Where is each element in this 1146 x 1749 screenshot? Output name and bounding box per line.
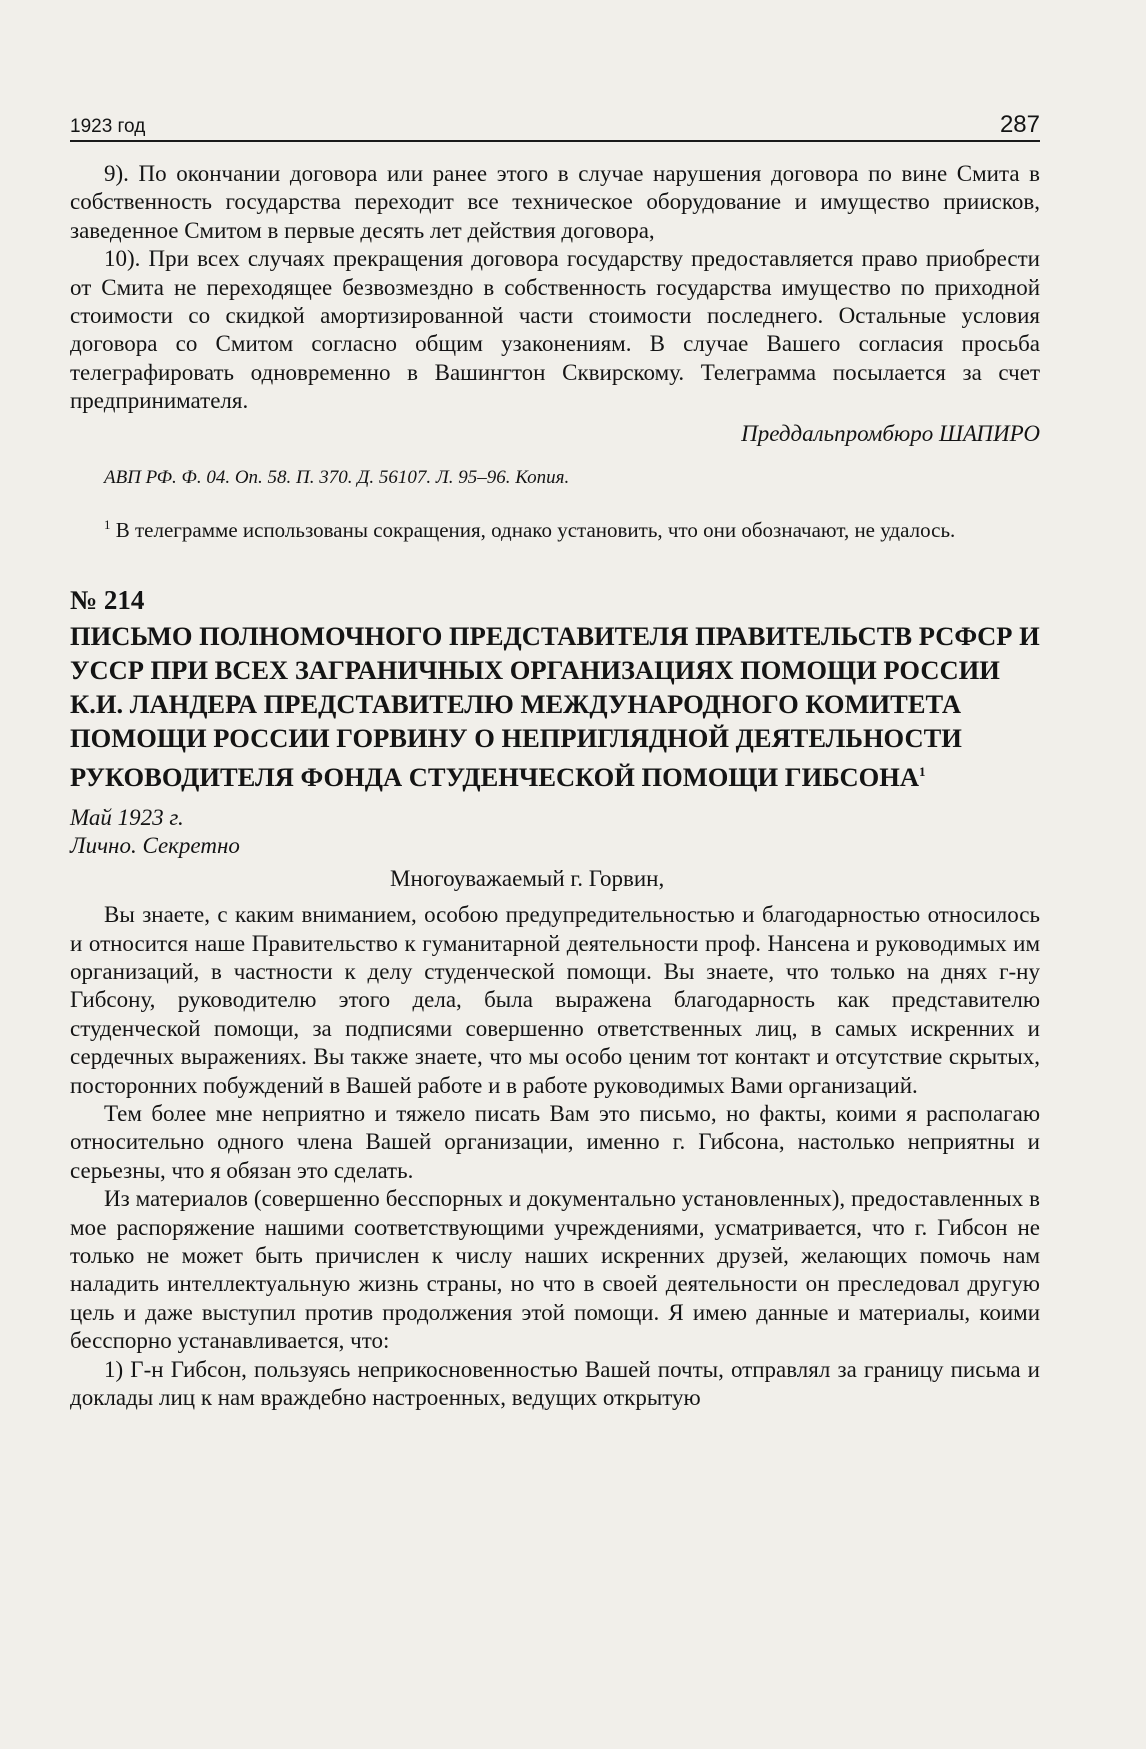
paragraph-10: 10). При всех случаях прекращения договора государству предоставляется право приобрести от Смита не переходящее безвозмездно в собственность государства имущество по приходной стоимости со скидкой амортизированной части стоимости последнего. Остальные условия договора со Смитом согласно общим узаконениям. В случае Вашего согласия просьба телеграфировать одновременно в Вашингтон Сквирскому. Телеграмма посылается за счет предпринимателя. — [70, 246, 1040, 414]
signature: Преддальпромбюро ШАПИРО — [741, 420, 1040, 446]
footnote — [70, 512, 1040, 543]
page-header — [70, 112, 1040, 142]
body-paragraph: 1) Г-н Гибсон, пользуясь неприкосновенностью Вашей почты, отправлял за границу письма и доклады лиц к нам враждебно настроенных, ведущих открытую — [70, 1356, 1040, 1411]
body-paragraph: Из материалов (совершенно бесспорных и документально установленных), предоставленных в мое распоряжение нашими соответствующими учреждениями, усматривается, что г. Гибсон не только не может быть причислен к числу наших искренних друзей, желающих помочь нам наладить интеллектуальную жизнь страны, но что в своей деятельности он преследовал другую цель и даже выступил против продолжения этой помощи. Я имею данные и материалы, коими бесспорно устанавливается, что: — [70, 1186, 1040, 1354]
document-title — [70, 619, 1040, 794]
paragraph-9: 9). По окончании договора или ранее этого в случае нарушения договора по вине Смита в собственность государства переходит все техническое оборудование и имущество приисков, заведенное Смитом в первые десять лет действия договора, — [70, 161, 1040, 243]
footnote-mark: 1 — [104, 517, 111, 533]
document-date: Май 1923 г. — [70, 804, 184, 830]
classification: Лично. Секретно — [70, 833, 240, 859]
body-paragraph: Тем более мне неприятно и тяжело писать Вам это письмо, но факты, коими я располагаю относительно одного члена Вашей организации, именно г. Гибсона, настолько неприятны и серьезны, что я обязан это сделать. — [70, 1100, 1040, 1183]
title-footnote-mark: 1 — [919, 764, 926, 780]
page-content — [70, 160, 1040, 1412]
page-number: 287 — [999, 111, 1040, 138]
salutation: Многоуважаемый г. Горвин, — [390, 865, 665, 891]
document-title-text: ПИСЬМО ПОЛНОМОЧНОГО ПРЕДСТАВИТЕЛЯ ПРАВИТЕЛЬСТВ РСФСР И УССР ПРИ ВСЕХ ЗАГРАНИЧНЫХ ОРГАНИЗАЦИЯХ ПОМОЩИ РОССИИ К.И. ЛАНДЕРА ПРЕДСТАВИТЕЛЮ МЕЖДУНАРОДНОГО КОМИТЕТА ПОМОЩИ РОССИИ ГОРВИНУ О НЕПРИГЛЯДНОЙ ДЕЯТЕЛЬНОСТИ РУКОВОДИТЕЛЯ ФОНДА СТУДЕНЧЕСКОЙ ПОМОЩИ ГИБСОНА — [70, 621, 1040, 792]
footnote-text: В телеграмме использованы сокращения, однако установить, что они обозначают, не удалось. — [115, 518, 956, 543]
archive-source: АВП РФ. Ф. 04. Оп. 58. П. 370. Д. 56107. Л. 95–96. Копия. — [104, 467, 570, 489]
running-head: 1923 год — [70, 116, 146, 137]
body-paragraph: Вы знаете, с каким вниманием, особою предупредительностью и благодарностью относилось и относится наше Правительство к гуманитарной деятельности проф. Нансена и руководимых им организаций, в частности к делу студенческой помощи. Вы знаете, что только на днях г-ну Гибсону, руководителю этого дела, была выражена благодарность как представителю студенческой помощи, за подписями совершенно ответственных лиц, в самых искренних и сердечных выражениях. Вы также знаете, что мы особо ценим тот контакт и отсутствие скрытых, посторонних побуждений в Вашей работе и в работе руководимых Вами организаций. — [70, 902, 1040, 1098]
document-number: № 214 — [70, 585, 145, 616]
